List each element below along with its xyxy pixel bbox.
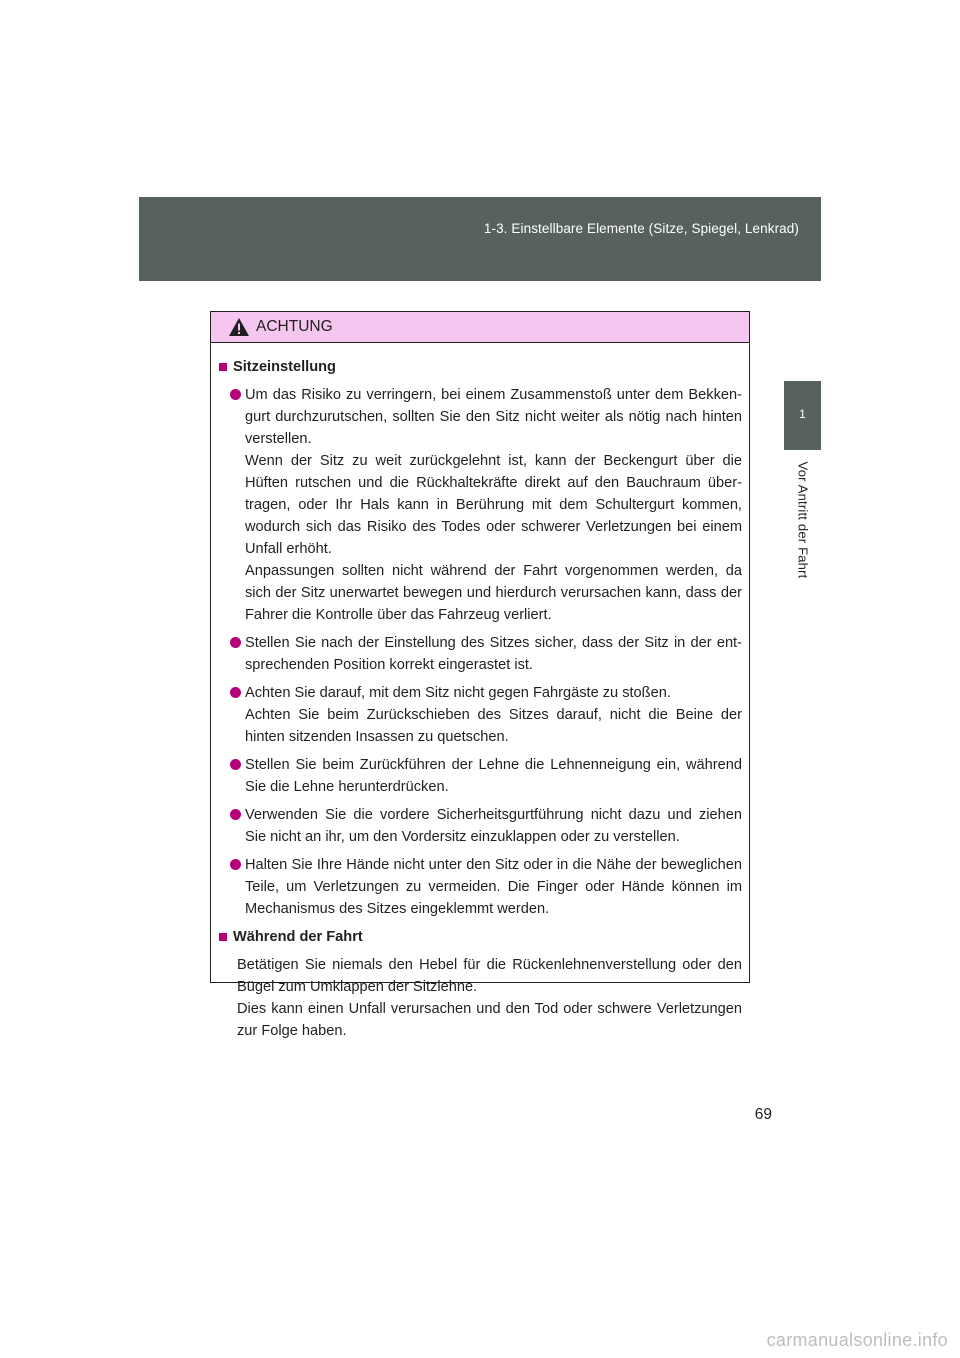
section-paragraph: Betätigen Sie niemals den Hebel für die Rückenlehnenverstellung oder den Bügel zum Umklappen der Sitzlehne. xyxy=(237,957,742,995)
bullet-text xyxy=(245,754,742,798)
bullet-paragraph: Verwenden Sie die vordere Sicherheitsgurtführung nicht dazu und ziehen Sie nicht an ihr, um den Vordersitz einzuklappen oder zu verstellen. xyxy=(245,807,742,845)
section-paragraph: Dies kann einen Unfall verursachen und den Tod oder schwere Verletzungen zur Folge haben. xyxy=(237,1001,742,1039)
section-heading-text: Während der Fahrt xyxy=(233,929,363,945)
warning-title: ACHTUNG xyxy=(256,318,333,335)
bullet-paragraph: Achten Sie darauf, mit dem Sitz nicht gegen Fahrgäste zu stoßen. xyxy=(245,685,671,701)
chapter-header-band xyxy=(139,197,821,281)
bullet-paragraph: Anpassungen sollten nicht während der Fahrt vorgenommen werden, da sich der Sitz unerwartet bewegen und hierdurch verursachen kann, dass der Fahrer die Kontrolle über das Fahrzeug verliert. xyxy=(245,563,742,623)
bullet-dot-icon xyxy=(230,687,241,698)
square-bullet-icon xyxy=(219,363,227,371)
section-heading-text: Sitzeinstellung xyxy=(233,359,336,375)
bullet-paragraph: Stellen Sie beim Zurückführen der Lehne die Lehnenneigung ein, während Sie die Lehne herunterdrücken. xyxy=(245,757,742,795)
bullet-item xyxy=(230,682,742,748)
bullet-dot-icon xyxy=(230,389,241,400)
page-number: 69 xyxy=(754,1106,772,1123)
warning-box xyxy=(210,311,750,1039)
watermark: carmanualsonline.info xyxy=(766,1330,948,1350)
square-bullet-icon xyxy=(219,933,227,941)
bullet-text xyxy=(245,384,742,626)
bullet-dot-icon xyxy=(230,759,241,770)
bullet-paragraph: Wenn der Sitz zu weit zurückgelehnt ist, kann der Beckengurt über die Hüften rutschen und die Rückhaltekräfte direkt auf den Bauchraum übertragen, oder Ihr Hals kann in Berührung mit dem Schultergurt kommen, wodurch sich das Risiko des Todes oder schwerer Verletzungen bei einem Unfall erhöht. xyxy=(245,453,742,557)
bullet-item xyxy=(230,754,742,798)
bullet-item xyxy=(230,854,742,920)
bullet-text xyxy=(245,632,742,676)
section-heading xyxy=(218,926,742,948)
warning-triangle-icon xyxy=(228,317,250,337)
bullet-paragraph: Stellen Sie nach der Einstellung des Sitzes sicher, dass der Sitz in der entsprechenden Position korrekt eingerastet ist. xyxy=(245,635,742,673)
warning-body xyxy=(211,343,749,1042)
bullet-paragraph: Achten Sie beim Zurückschieben des Sitzes darauf, nicht die Beine der hinten sitzenden Insassen zu quetschen. xyxy=(245,707,742,745)
section-heading xyxy=(218,356,742,378)
chapter-side-tab xyxy=(784,381,821,450)
bullet-paragraph: Halten Sie Ihre Hände nicht unter den Sitz oder in die Nähe der beweglichen Teile, um Verletzungen zu vermeiden. Die Finger oder Hände können im Mechanismus des Sitzes eingeklemmt werden. xyxy=(245,857,742,917)
bullet-dot-icon xyxy=(230,809,241,820)
chapter-side-label-text: Vor Antritt der Fahrt xyxy=(795,461,811,579)
bullet-item xyxy=(230,632,742,676)
bullet-dot-icon xyxy=(230,859,241,870)
bullet-item xyxy=(230,384,742,626)
bullet-text xyxy=(245,682,742,748)
chapter-breadcrumb: 1-3. Einstellbare Elemente (Sitze, Spiegel, Lenkrad) xyxy=(483,221,799,236)
warning-header xyxy=(211,312,749,343)
bullet-dot-icon xyxy=(230,637,241,648)
bullet-text xyxy=(245,854,742,920)
bullet-paragraph: Um das Risiko zu verringern, bei einem Zusammenstoß unter dem Bekkengurt durchzurutschen, sollten Sie den Sitz nicht weiter als nötig nach hinten verstellen. xyxy=(245,387,742,447)
chapter-number: 1 xyxy=(799,407,806,421)
bullet-text xyxy=(245,804,742,848)
section-text xyxy=(237,954,742,1042)
bullet-item xyxy=(230,804,742,848)
